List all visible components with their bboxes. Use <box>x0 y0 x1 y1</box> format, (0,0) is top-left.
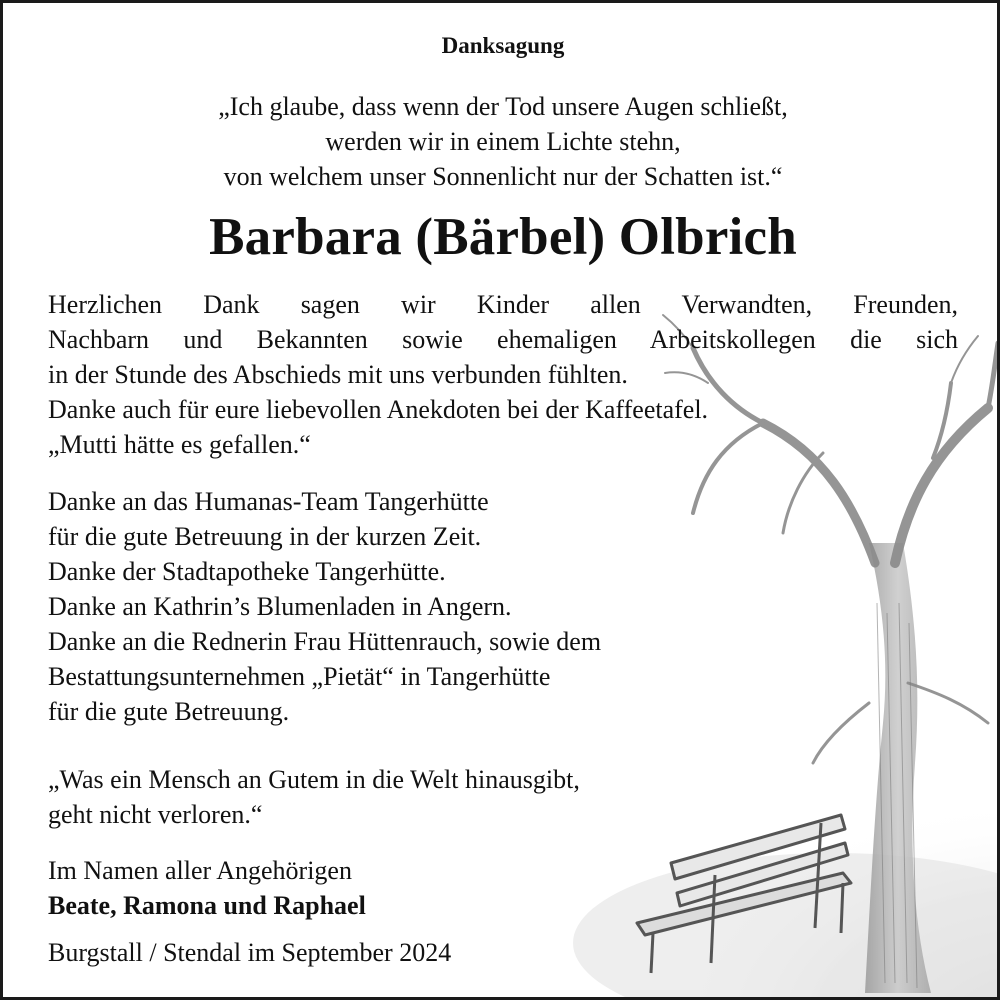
text-line: Danke an Kathrin’s Blumenladen in Angern. <box>48 592 512 621</box>
text-line: in der Stunde des Abschieds mit uns verbunden fühlten. <box>48 360 628 389</box>
text-line: Nachbarn und Bekannten sowie ehemaligen Arbeitskollegen die sich <box>48 325 958 354</box>
signature-block <box>48 853 958 923</box>
place-date-text: Burgstall / Stendal im September 2024 <box>48 938 452 967</box>
poem-line: „Ich glaube, dass wenn der Tod unsere Augen schließt, <box>218 92 788 121</box>
thanks-paragraph <box>48 287 958 462</box>
text-line: für die gute Betreuung. <box>48 697 290 726</box>
opening-poem <box>3 89 1000 194</box>
poem-line: werden wir in einem Lichte stehn, <box>325 127 681 156</box>
signatories: Beate, Ramona und Raphael <box>48 891 366 920</box>
acknowledgements-paragraph <box>48 484 958 729</box>
text-line: „Mutti hätte es gefallen.“ <box>48 430 311 459</box>
text-line: Bestattungsunternehmen „Pietät“ in Tangerhütte <box>48 662 551 691</box>
place-date <box>48 935 958 970</box>
text-line: für die gute Betreuung in der kurzen Zeit. <box>48 522 482 551</box>
notice-heading: Danksagung <box>441 33 565 58</box>
text-line: Danke an die Rednerin Frau Hüttenrauch, sowie dem <box>48 627 602 656</box>
deceased-name: Barbara (Bärbel) Olbrich <box>209 208 797 266</box>
text-line: Danke der Stadtapotheke Tangerhütte. <box>48 557 446 586</box>
closing-quote <box>48 762 958 832</box>
quote-line: geht nicht verloren.“ <box>48 800 263 829</box>
quote-line: „Was ein Mensch an Gutem in die Welt hinausgibt, <box>48 765 580 794</box>
text-line: Danke auch für eure liebevollen Anekdoten bei der Kaffeetafel. <box>48 395 709 424</box>
signature-intro: Im Namen aller Angehörigen <box>48 856 352 885</box>
text-line: Danke an das Humanas-Team Tangerhütte <box>48 487 489 516</box>
text-line: Herzlichen Dank sagen wir Kinder allen Verwandten, Freunden, <box>48 290 958 319</box>
poem-line: von welchem unser Sonnenlicht nur der Schatten ist.“ <box>223 162 783 191</box>
